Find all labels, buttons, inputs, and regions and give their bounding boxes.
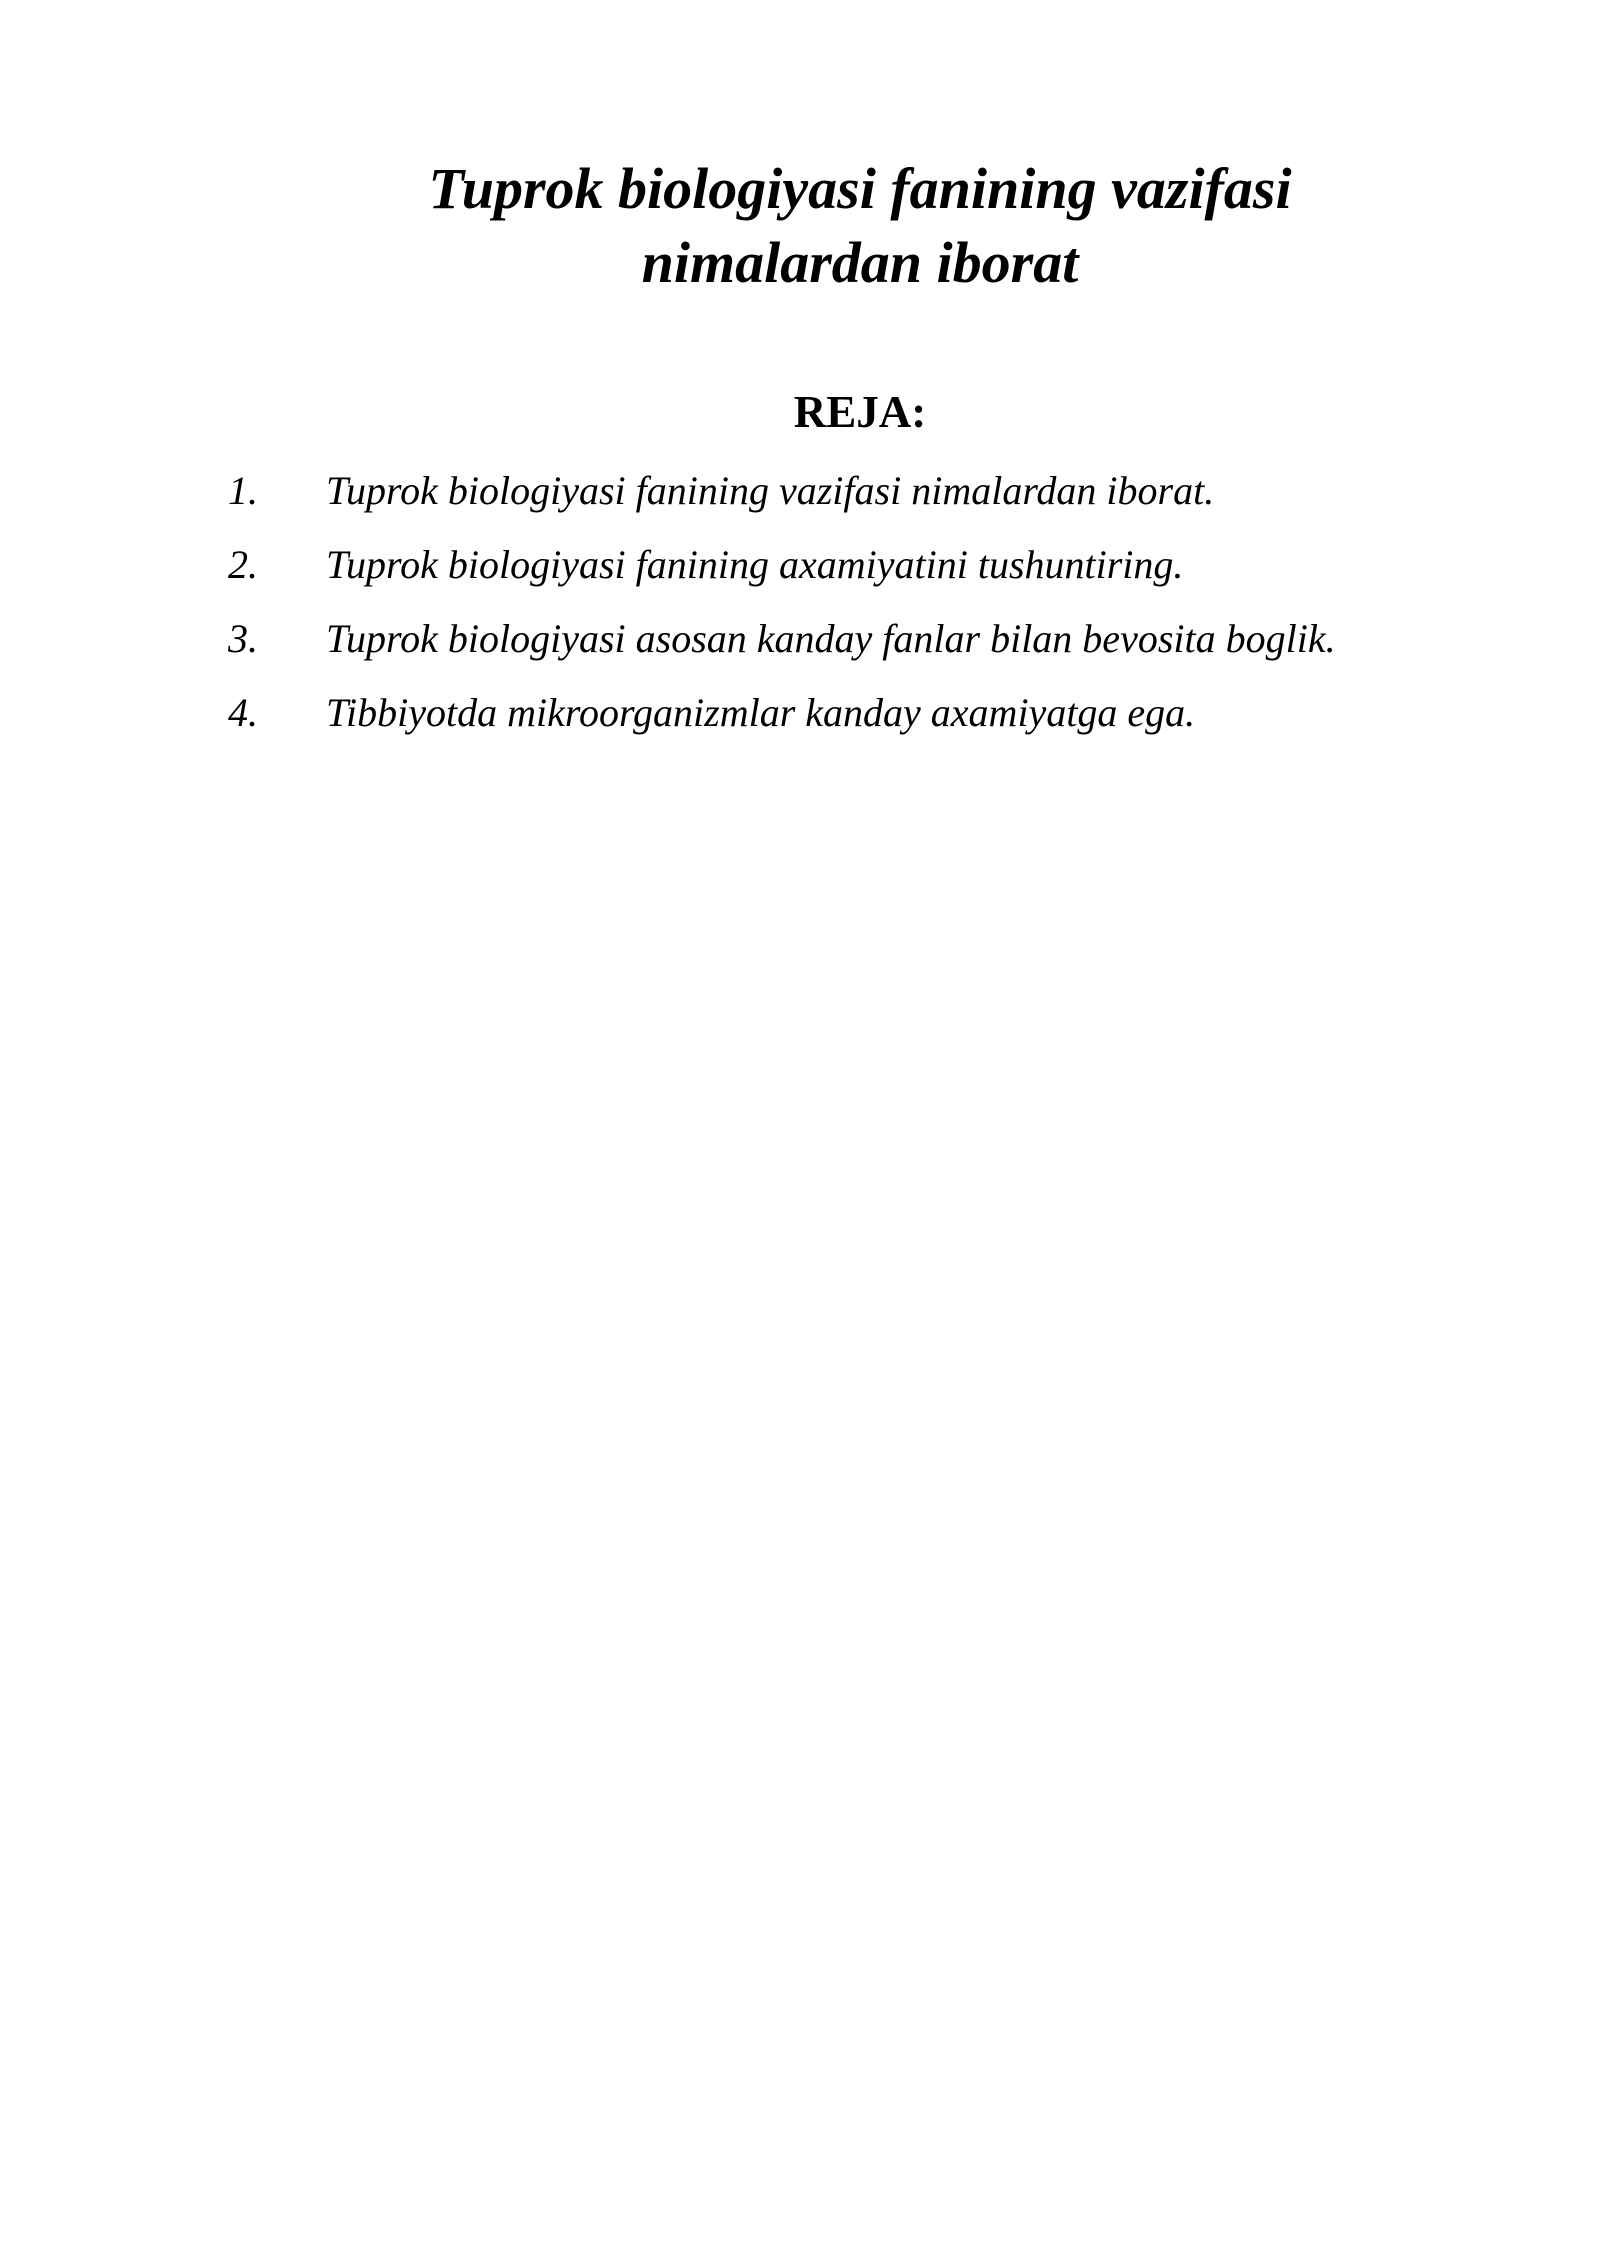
document-title	[330, 152, 1390, 300]
list-item-number: 3.	[228, 616, 258, 661]
plan-list	[228, 465, 1528, 761]
list-item	[228, 687, 1528, 761]
title-line-1: Tuprok biologiyasi fanining vazifasi	[428, 156, 1292, 221]
list-item	[228, 539, 1528, 613]
list-item-number: 2.	[228, 542, 258, 587]
list-item-text: Tuprok biologiyasi fanining axamiyatini tushuntiring.	[326, 542, 1184, 587]
list-item-text: Tibbiyotda mikroorganizmlar kanday axamiyatga ega.	[326, 690, 1196, 735]
list-item-text: Tuprok biologiyasi asosan kanday fanlar bilan bevosita boglik.	[326, 616, 1336, 661]
list-item-number: 1.	[228, 468, 258, 513]
list-item-number: 4.	[228, 690, 258, 735]
list-item-text: Tuprok biologiyasi fanining vazifasi nimalardan iborat.	[326, 468, 1215, 513]
list-item	[228, 465, 1528, 539]
plan-heading: REJA:	[793, 387, 927, 437]
list-item	[228, 613, 1528, 687]
title-line-2: nimalardan iborat	[641, 230, 1079, 295]
